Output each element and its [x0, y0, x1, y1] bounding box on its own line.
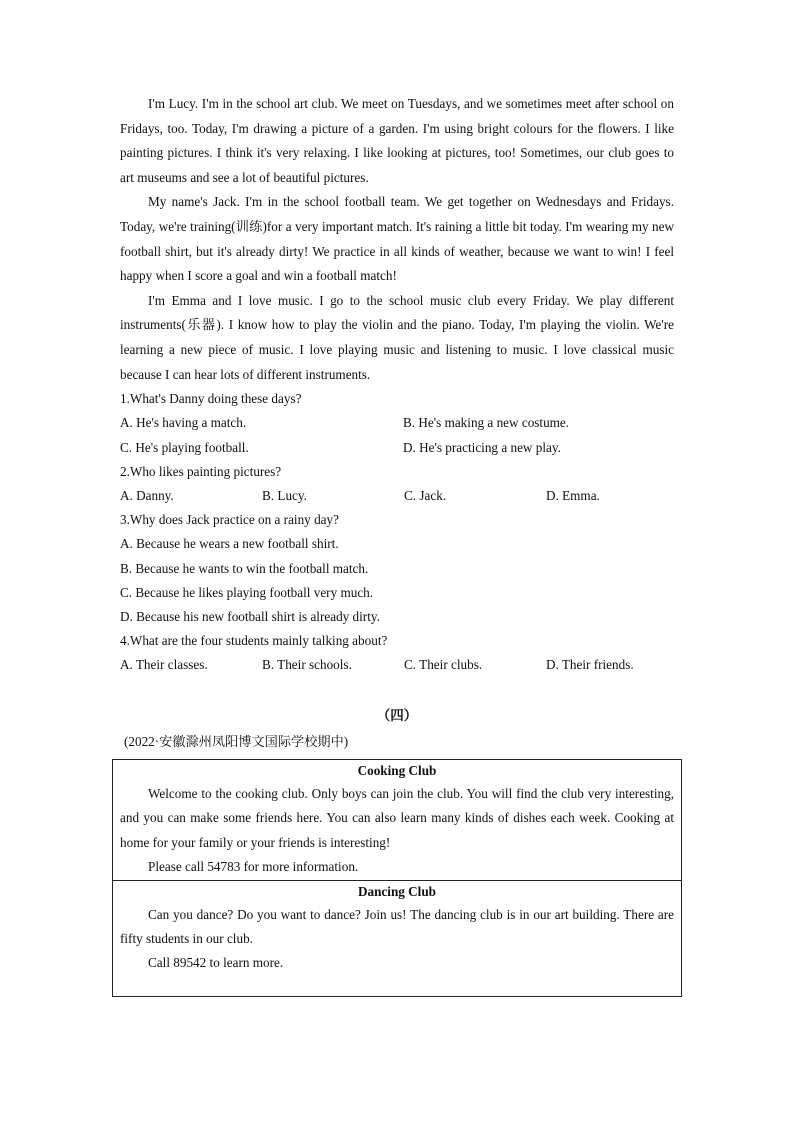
- reading-passage: [120, 92, 674, 678]
- club-description: Welcome to the cooking club. Only boys can join the club. You will find the club very interesting, and you can make some friends here. You can also learn many kinds of dishes each week. Cooking at home for your family or your friends is interesting!: [120, 786, 674, 850]
- club-contact: Please call 54783 for more information.: [148, 859, 359, 875]
- clubs-table: [112, 759, 682, 997]
- question-3: 3.Why does Jack practice on a rainy day?: [120, 512, 339, 528]
- paragraph-jack: My name's Jack. I'm in the school football team. We get together on Wednesdays and Fridays. Today, we're training(训练)for a very important match. It's raining a little bit today. I'm wearing my new football shirt, but it's already dirty! We practice in all kinds of weather, because we want to win! I feel happy when I score a goal and win a football match!: [120, 194, 674, 284]
- option-b[interactable]: B. Lucy.: [262, 487, 307, 503]
- question-1-options-row-2: [120, 436, 674, 460]
- option-c[interactable]: C. Jack.: [404, 487, 447, 503]
- option-d[interactable]: D. Because his new football shirt is already dirty.: [120, 608, 380, 624]
- club-title: Dancing Club: [357, 883, 437, 899]
- option-a[interactable]: A. Because he wears a new football shirt.: [120, 536, 339, 552]
- club-dancing: [113, 881, 681, 996]
- section-heading: （四）: [376, 708, 418, 723]
- option-b[interactable]: B. Because he wants to win the football match.: [120, 560, 369, 576]
- question-1-options-row-1: [120, 411, 674, 435]
- club-description: Can you dance? Do you want to dance? Join us! The dancing club is in our art building. There are fifty students in our club.: [120, 906, 674, 947]
- option-b[interactable]: B. He's making a new costume.: [403, 415, 570, 431]
- club-contact: Call 89542 to learn more.: [148, 955, 284, 971]
- question-4: 4.What are the four students mainly talking about?: [120, 633, 388, 649]
- option-a[interactable]: A. Danny.: [120, 487, 174, 503]
- question-4-options: [120, 653, 674, 677]
- option-d[interactable]: D. Their friends.: [546, 657, 634, 673]
- option-c[interactable]: C. He's playing football.: [120, 439, 249, 455]
- option-d[interactable]: D. Emma.: [546, 487, 600, 503]
- option-b[interactable]: B. Their schools.: [262, 657, 352, 673]
- club-title: Cooking Club: [357, 763, 437, 778]
- option-a[interactable]: A. Their classes.: [120, 657, 208, 673]
- option-c[interactable]: C. Because he likes playing football very much.: [120, 584, 374, 600]
- option-a[interactable]: A. He's having a match.: [120, 415, 247, 431]
- paragraph-emma: I'm Emma and I love music. I go to the school music club every Friday. We play different instruments(乐器). I know how to play the violin and the piano. Today, I'm playing the violin. We're learning a new piece of music. I love playing music and listening to music. I love classical music because I can hear lots of different instruments.: [120, 292, 674, 382]
- question-2-options: [120, 484, 674, 508]
- question-1: 1.What's Danny doing these days?: [120, 391, 302, 407]
- club-cooking: [113, 760, 681, 881]
- source-note: (2022·安徽滁州凤阳博文国际学校期中): [124, 734, 349, 749]
- paragraph-lucy: I'm Lucy. I'm in the school art club. We meet on Tuesdays, and we sometimes meet after school on Fridays, too. Today, I'm drawing a picture of a garden. I'm using bright colours for the flowers. I like painting pictures. I think it's very relaxing. I like looking at pictures, too! Sometimes, our club goes to art museums and see a lot of beautiful pictures.: [120, 96, 674, 185]
- option-d[interactable]: D. He's practicing a new play.: [403, 439, 561, 455]
- option-c[interactable]: C. Their clubs.: [404, 657, 483, 673]
- question-2: 2.Who likes painting pictures?: [120, 463, 282, 479]
